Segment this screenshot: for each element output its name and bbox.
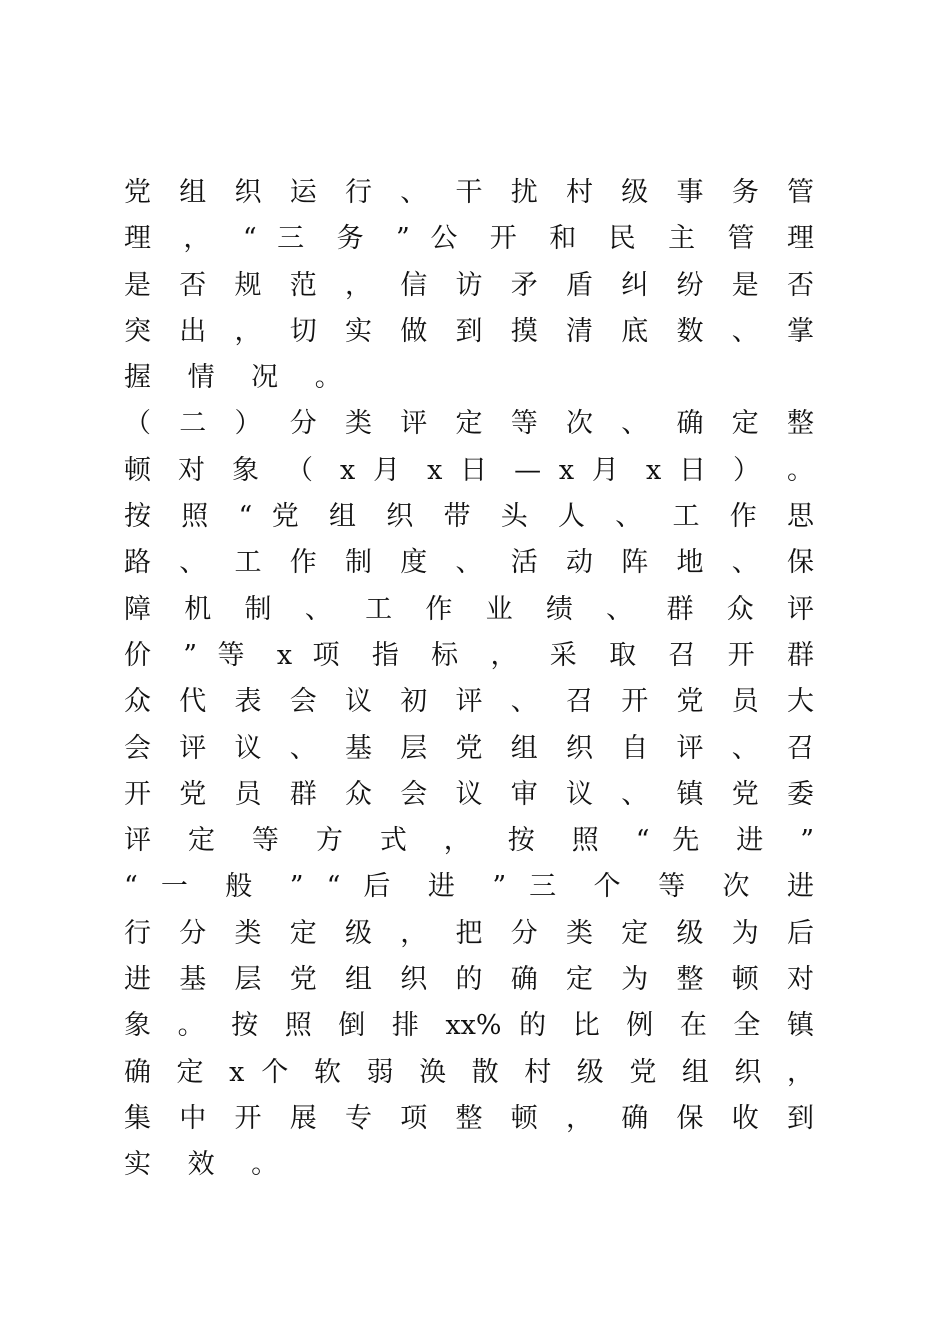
text-line: 集 中 开 展 专 项 整 顿 ， 确 保 收 到 <box>124 1102 814 1134</box>
text-line: 握 情 况 。 <box>124 362 356 394</box>
text-line: 开 党 员 群 众 会 议 审 议 、 镇 党 委 <box>124 778 814 810</box>
text-line: 路 、 工 作 制 度 、 活 动 阵 地 、 保 <box>124 547 814 579</box>
text-line: 障 机 制 、 工 作 业 绩 、 群 众 评 <box>124 593 814 625</box>
text-line: “ 一 般 ” “ 后 进 ” 三 个 等 次 进 <box>124 871 814 903</box>
text-line: 评 定 等 方 式 ， 按 照 “ 先 进 ” <box>124 825 814 857</box>
text-line: 众 代 表 会 议 初 评 、 召 开 党 员 大 <box>124 686 814 718</box>
text-line: 进 基 层 党 组 织 的 确 定 为 整 顿 对 <box>124 964 814 996</box>
text-line: 顿 对 象 （ x 月 x 日 — x 月 x 日 ） 。 <box>124 454 814 486</box>
text-line: 理 ， “ 三 务 ” 公 开 和 民 主 管 理 <box>124 223 814 255</box>
text-line: 行 分 类 定 级 ， 把 分 类 定 级 为 后 <box>124 917 814 949</box>
text-line: 党 组 织 运 行 、 干 扰 村 级 事 务 管 <box>124 177 814 208</box>
text-line: 突 出 ， 切 实 做 到 摸 清 底 数 、 掌 <box>124 315 814 347</box>
text-line: 确 定 x 个 软 弱 涣 散 村 级 党 组 织 ， <box>124 1056 814 1088</box>
text-line: （ 二 ） 分 类 评 定 等 次 、 确 定 整 <box>124 408 814 440</box>
text-line: 是 否 规 范 ， 信 访 矛 盾 纠 纷 是 否 <box>124 269 814 301</box>
document-body <box>124 170 814 1189</box>
text-line: 象 。 按 照 倒 排 xx% 的 比 例 在 全 镇 <box>124 1010 814 1042</box>
text-line: 会 评 议 、 基 层 党 组 织 自 评 、 召 <box>124 732 814 764</box>
text-line: 按 照 “ 党 组 织 带 头 人 、 工 作 思 <box>124 501 814 533</box>
text-line: 实 效 。 <box>124 1149 293 1181</box>
text-line: 价 ” 等 x 项 指 标 ， 采 取 召 开 群 <box>124 639 814 671</box>
